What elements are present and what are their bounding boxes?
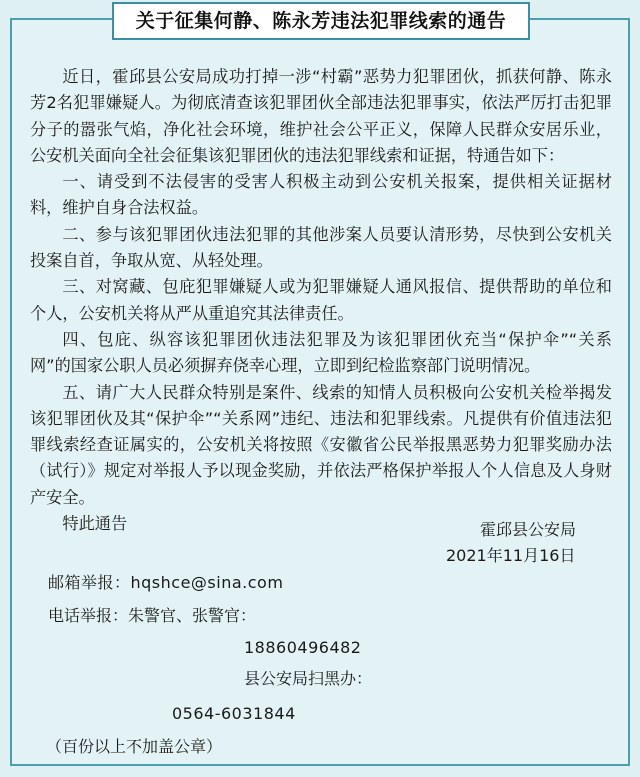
clause-four: 四、包庇、纵容该犯罪团伙违法犯罪及为该犯罪团伙充当“保护伞”“关系网”的国家公职人员必须摒弃侥幸心理，立即到纪检监察部门说明情况。 <box>30 329 612 376</box>
copy-note: （百份以上不加盖公章） <box>46 737 223 756</box>
office-label: 县公安局扫黑办： <box>244 669 373 688</box>
clause-three: 三、对窝藏、包庇犯罪嫌疑人或为犯罪嫌疑人通风报信、提供帮助的单位和个人，公安机关将从严从重追究其法律责任。 <box>30 277 612 323</box>
signoff-text: 特此通告 <box>62 514 128 534</box>
issuer-name: 霍邱县公安局 <box>480 520 577 539</box>
notice-body <box>30 64 612 537</box>
notice-title: 关于征集何静、陈永芳违法犯罪线索的通告 <box>112 2 530 40</box>
clause-one: 一、请受到不法侵害的受害人积极主动到公安机关报案，提供相关证据材料，维护自身合法权益。 <box>30 172 612 218</box>
clause-two: 二、参与该犯罪团伙违法犯罪的其他涉案人员要认清形势，尽快到公安机关投案自首，争取从宽、从轻处理。 <box>30 224 612 271</box>
phone-report-label: 电话举报：朱警官、张警官： <box>48 606 257 625</box>
intro-paragraph: 近日，霍邱县公安局成功打掉一涉“村霸”恶势力犯罪团伙，抓获何静、陈永芳2名犯罪嫌疑人。为彻底清查该犯罪团伙全部违法犯罪事实，依法严厉打击犯罪分子的嚣张气焰，净化社会环境，维护社会公平正义，保障人民群众安居乐业，公安机关面向全社会征集该犯罪团伙的违法犯罪线索和证据，特通告如下： <box>30 67 612 165</box>
email-report-line: 邮箱举报：hqshce@sina.com <box>48 573 284 592</box>
issue-date: 2021年11月16日 <box>446 546 576 565</box>
phone-number: 18860496482 <box>244 638 362 657</box>
office-phone: 0564-6031844 <box>172 704 296 723</box>
clause-five: 五、请广大人民群众特别是案件、线索的知情人员积极向公安机关检举揭发该犯罪团伙及其“保护伞”“关系网”违纪、违法和犯罪线索。凡提供有价值违法犯罪线索经查证属实的，公安机关将按照《安徽省公民举报黑恶势力犯罪奖励办法（试行）》规定对举报人予以现金奖励，并依法严格保护举报人个人信息及人身财产安全。 <box>30 382 612 507</box>
